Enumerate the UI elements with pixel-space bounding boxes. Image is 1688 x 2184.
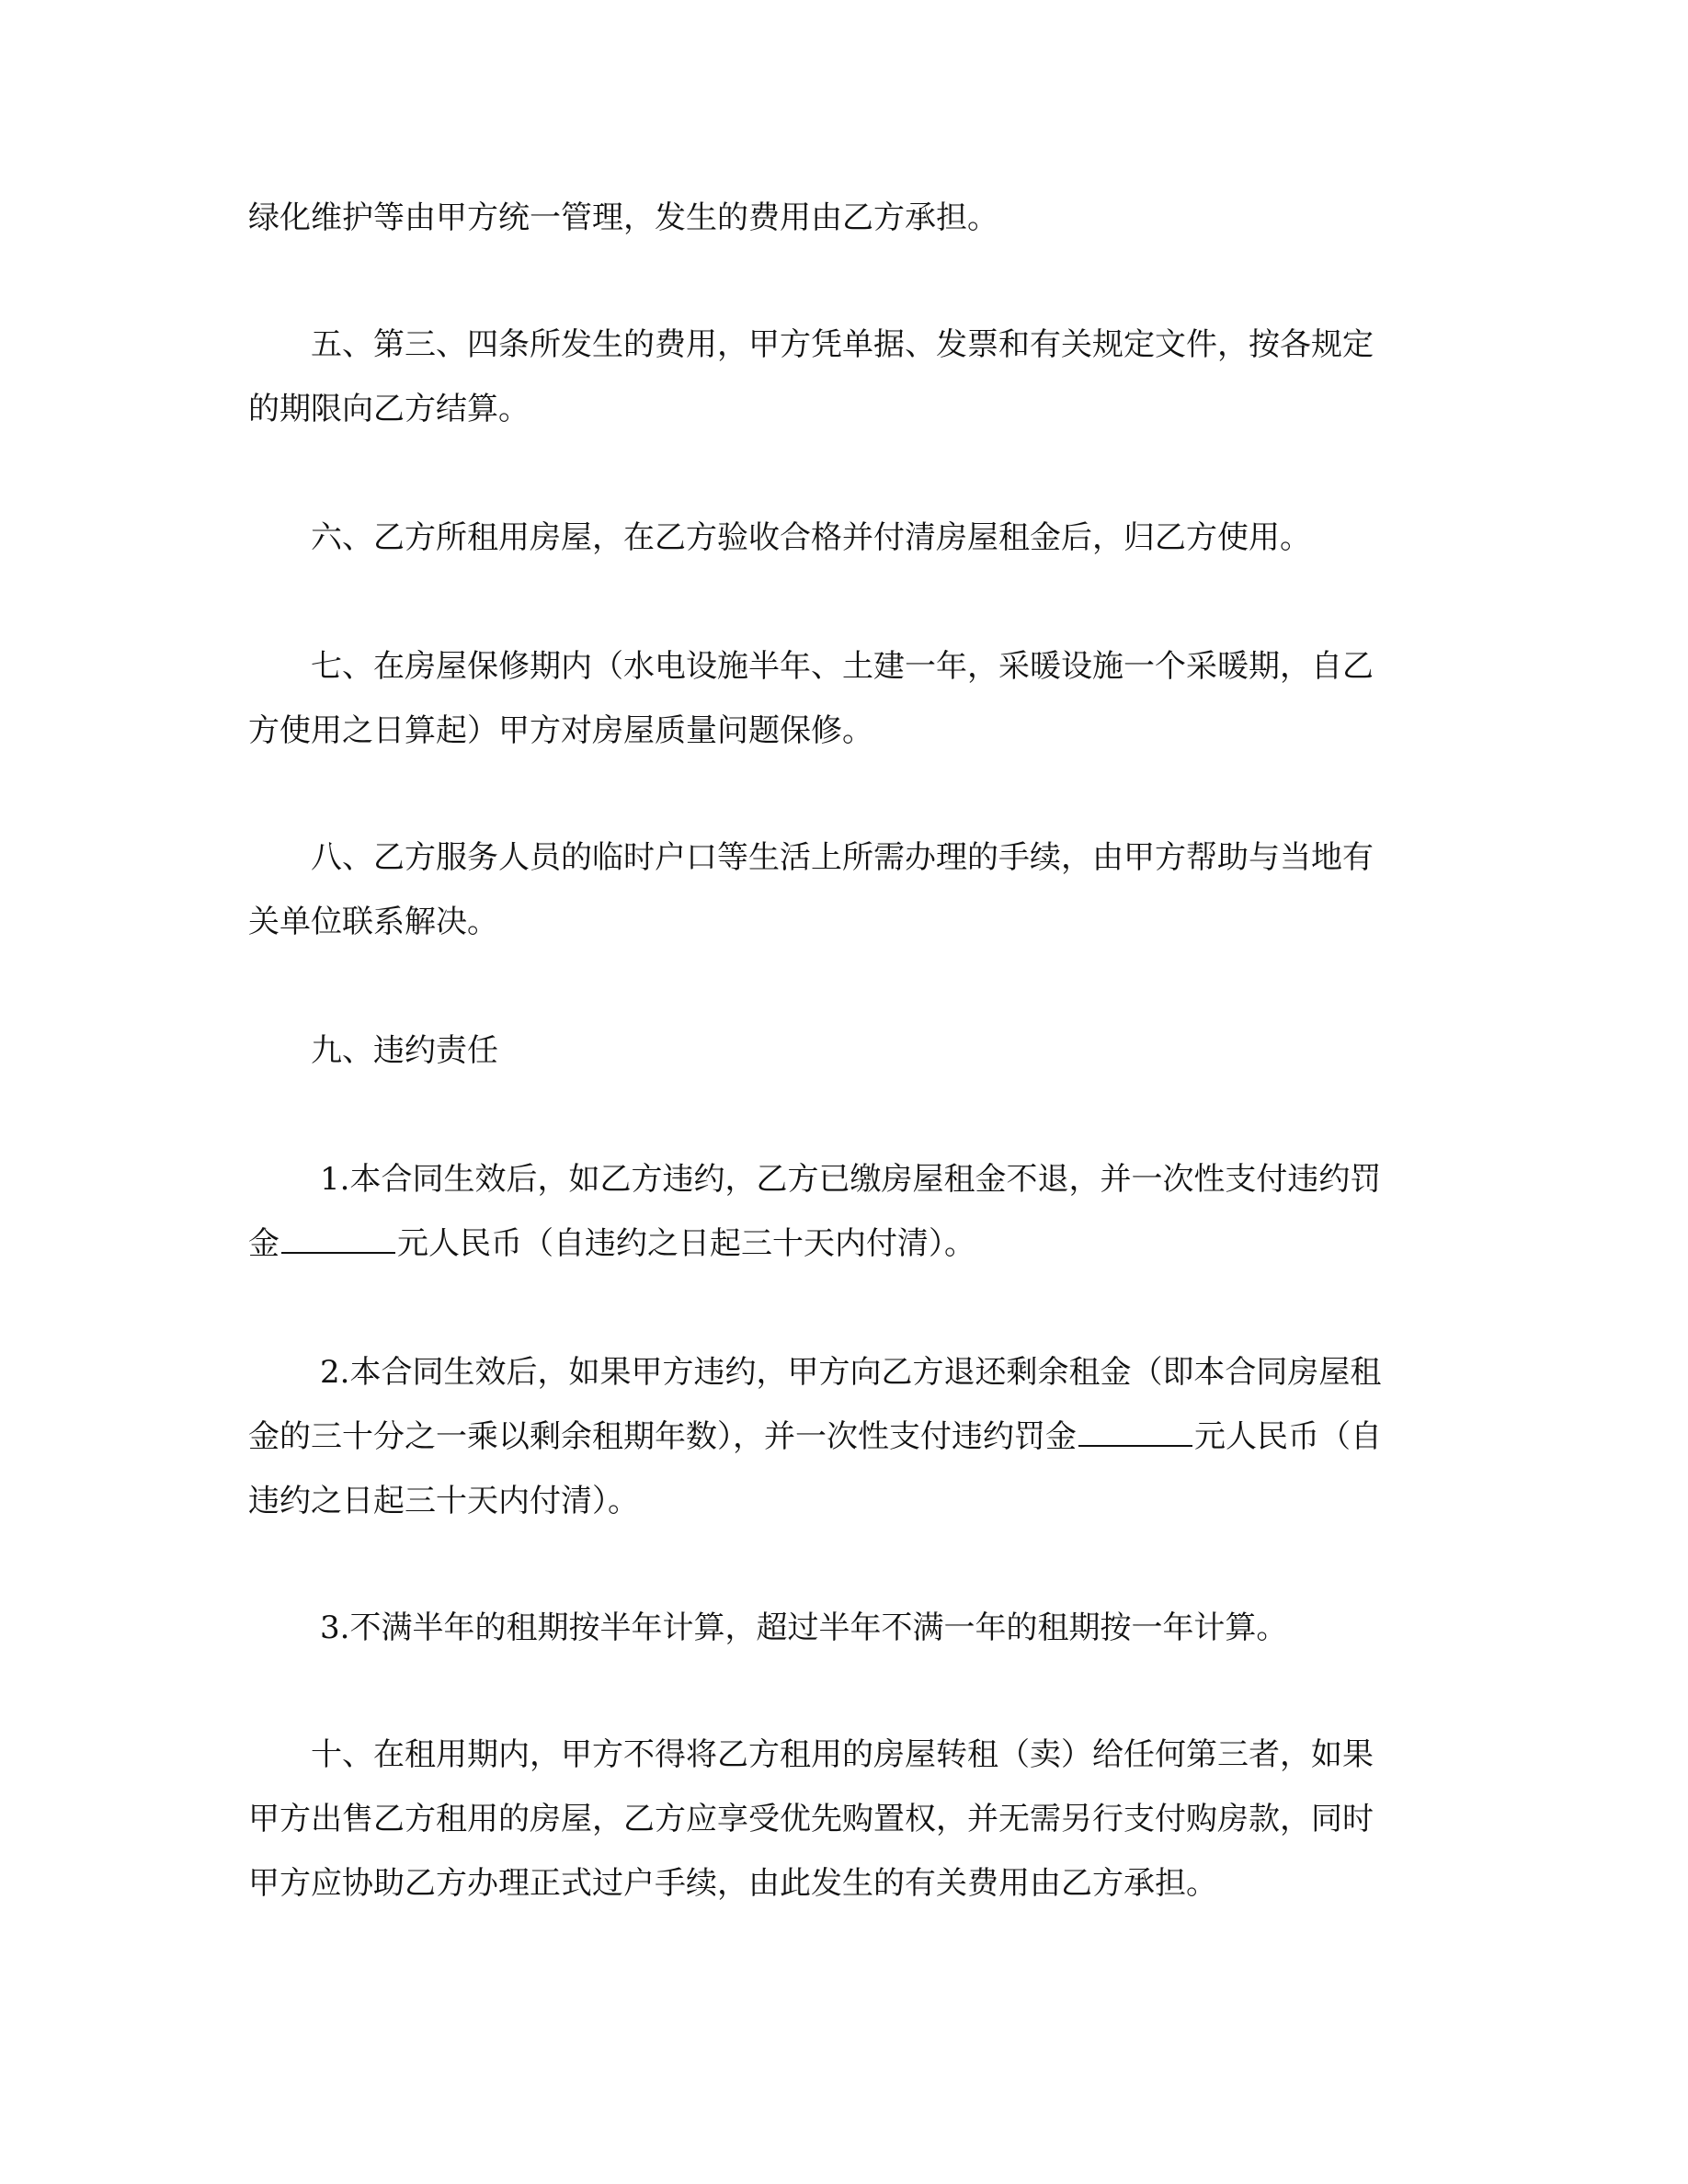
paragraph-line: 甲方应协助乙方办理正式过户手续，由此发生的有关费用由乙方承担。: [248, 1865, 1217, 1902]
paragraph-line: 七、在房屋保修期内（水电设施半年、土建一年，采暖设施一个采暖期，自乙: [311, 648, 1374, 685]
paragraph-line: 的期限向乙方结算。: [248, 391, 530, 427]
fill-in-blank: [1078, 1417, 1192, 1447]
paragraph-line: 2.本合同生效后，如果甲方违约，甲方向乙方退还剩余租金（即本合同房屋租: [320, 1354, 1382, 1391]
paragraph-clause-9-heading: [248, 1018, 1434, 1083]
paragraph-line: 八、乙方服务人员的临时户口等生活上所需办理的手续，由甲方帮助与当地有: [311, 839, 1374, 876]
paragraph-line: 九、违约责任: [311, 1032, 498, 1069]
paragraph-line: 方使用之日算起）甲方对房屋质量问题保修。: [248, 712, 873, 749]
paragraph-clause-9-3: [248, 1596, 1434, 1660]
paragraph-line: [248, 1405, 1434, 1469]
paragraph-line: 违约之日起三十天内付清）。: [248, 1483, 639, 1519]
paragraph-clause-6: [248, 506, 1434, 570]
paragraph-clause-7: [248, 634, 1434, 763]
line-text: 金: [248, 1225, 279, 1262]
line-text: 金的三十分之一乘以剩余租期年数），并一次性支付违约罚金: [248, 1418, 1077, 1455]
paragraph-line: 1.本合同生效后，如乙方违约，乙方已缴房屋租金不退，并一次性支付违约罚: [320, 1161, 1382, 1198]
line-text: 元人民币（自: [1194, 1418, 1382, 1455]
paragraph-line: 十、在租用期内，甲方不得将乙方租用的房屋转租（卖）给任何第三者，如果: [311, 1736, 1374, 1773]
paragraph-clause-9-1: [248, 1147, 1434, 1276]
fill-in-blank: [281, 1224, 395, 1254]
paragraph-line: 五、第三、四条所发生的费用，甲方凭单据、发票和有关规定文件，按各规定: [311, 326, 1374, 363]
paragraph-line: 绿化维护等由甲方统一管理，发生的费用由乙方承担。: [248, 199, 998, 236]
paragraph-line: [248, 1211, 1434, 1276]
line-text: 元人民币（自违约之日起三十天内付清）。: [397, 1225, 975, 1262]
paragraph-line: 甲方出售乙方租用的房屋，乙方应享受优先购置权，并无需另行支付购房款，同时: [248, 1801, 1374, 1837]
paragraph-clause-8: [248, 825, 1434, 954]
paragraph-continuation: [248, 186, 1434, 250]
paragraph-clause-10: [248, 1723, 1434, 1916]
paragraph-line: 关单位联系解决。: [248, 904, 498, 940]
paragraph-line: 六、乙方所租用房屋，在乙方验收合格并付清房屋租金后，归乙方使用。: [311, 519, 1311, 556]
paragraph-clause-5: [248, 313, 1434, 441]
paragraph-line: 3.不满半年的租期按半年计算，超过半年不满一年的租期按一年计算。: [320, 1610, 1288, 1646]
paragraph-clause-9-2: [248, 1340, 1434, 1533]
